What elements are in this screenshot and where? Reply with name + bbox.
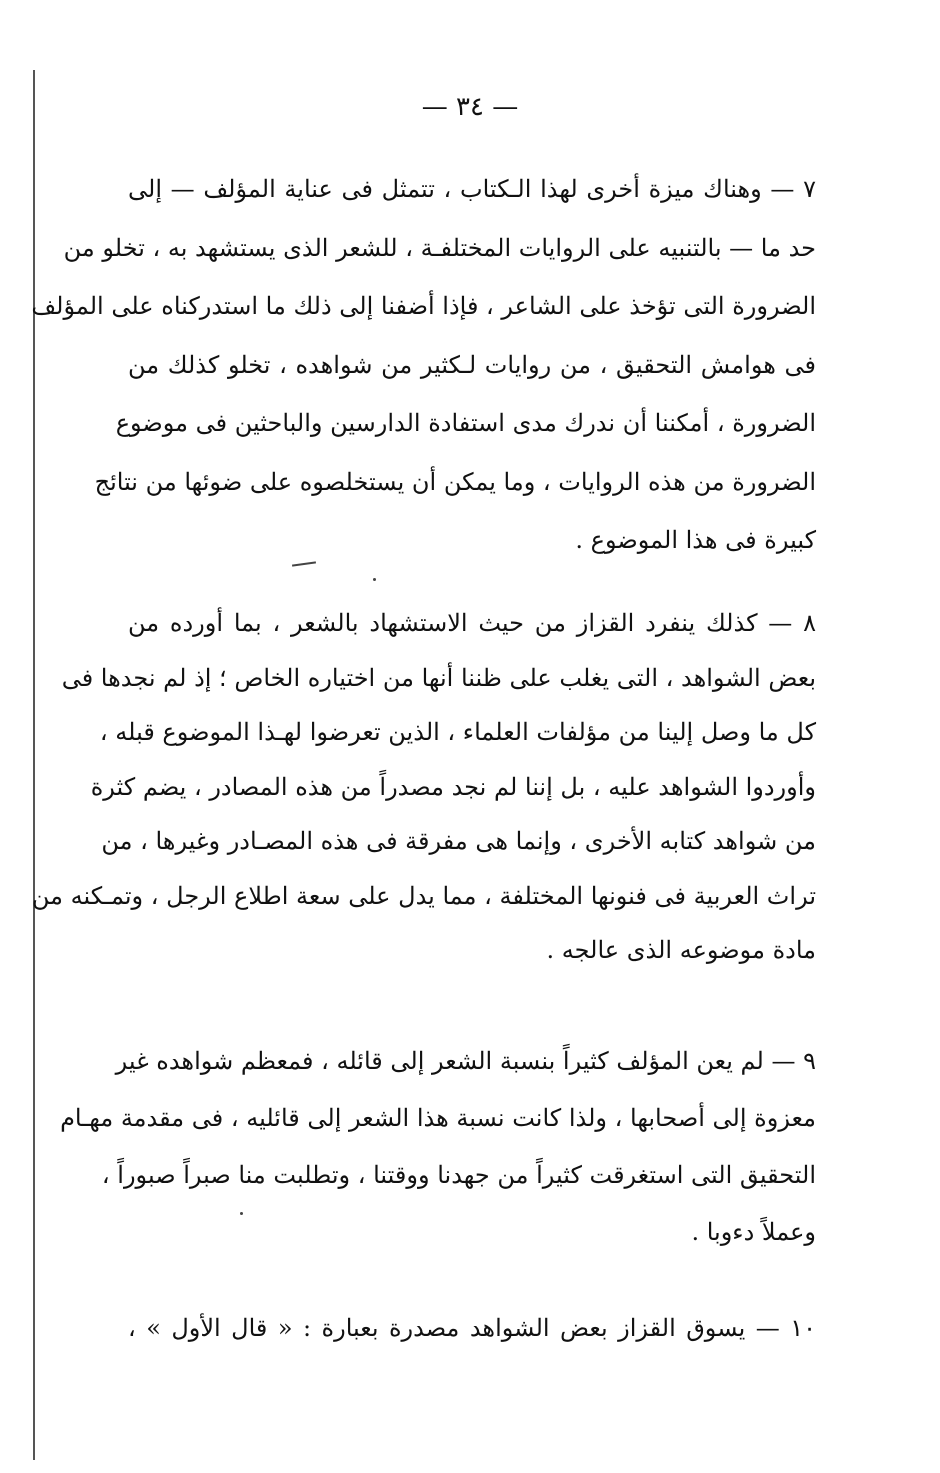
text-line: حد ما — بالتنبيه على الروايات المختلفـة ، للشعر الذى يستشهد به ، تخلو من	[63, 233, 816, 262]
page-number: — ٣٤ —	[421, 92, 519, 122]
text-line: ٨ — كذلك ينفرد القزاز من حيث الاستشهاد بالشعر ، بما أورده من	[128, 609, 816, 637]
scan-speck	[373, 578, 376, 581]
text-line: ١٠ — يسوق القزاز بعض الشواهد مصدرة بعبارة : « قال الأول » ،	[128, 1314, 816, 1342]
text-line: التحقيق التى استغرقت كثيراً من جهدنا ووقتنا ، وتطلبت منا صبراً صبوراً ،	[101, 1161, 816, 1189]
text-line: وعملاً دءوبا .	[691, 1218, 816, 1246]
text-line: الضرورة من هذه الروايات ، وما يمكن أن يستخلصوه على ضوئها من نتائج	[94, 467, 816, 496]
text-line: كل ما وصل إلينا من مؤلفات العلماء ، الذين تعرضوا لهـذا الموضوع قبله ،	[99, 718, 816, 746]
paragraph-8	[31, 596, 816, 978]
text-line: ٩ — لم يعن المؤلف كثيراً بنسبة الشعر إلى قائله ، فمعظم شواهده غير	[115, 1047, 816, 1075]
text-line: تراث العربية فى فنونها المختلفة ، مما يدل على سعة اطلاع الرجل ، وتمـكنه من	[31, 881, 816, 910]
text-line: الضرورة التى تؤخذ على الشاعر ، فإذا أضفنا إلى ذلك ما استدركناه على المؤلف	[31, 292, 816, 320]
paragraph-7	[31, 160, 816, 570]
text-line: معزوة إلى أصحابها ، ولذا كانت نسبة هذا الشعر إلى قائليه ، فى مقدمة مهـام	[60, 1104, 816, 1132]
text-line: من شواهد كتابه الأخرى ، وإنما هى مفرقة فى هذه المصـادر وغيرها ، من	[101, 827, 816, 855]
paragraph-9	[60, 1033, 816, 1261]
paragraph-10	[128, 1301, 816, 1355]
text-line: مادة موضوعه الذى عالجه .	[546, 936, 816, 964]
text-line: بعض الشواهد ، التى يغلب على ظننا أنها من اختياره الخاص ؛ إذ لم نجدها فى	[61, 663, 816, 692]
text-line: كبيرة فى هذا الموضوع .	[575, 526, 816, 554]
text-line: الضرورة ، أمكننا أن ندرك مدى استفادة الدارسين والباحثين فى موضوع	[115, 409, 816, 437]
text-line: ٧ — وهناك ميزة أخرى لهذا الـكتاب ، تتمثل فى عناية المؤلف — إلى	[128, 175, 816, 203]
text-line: فى هوامش التحقيق ، من روايات لـكثير من شواهده ، تخلو كذلك من	[128, 350, 816, 379]
text-line: وأوردوا الشواهد عليه ، بل إننا لم نجد مصدراً من هذه المصادر ، يضم كثرة	[90, 772, 816, 801]
